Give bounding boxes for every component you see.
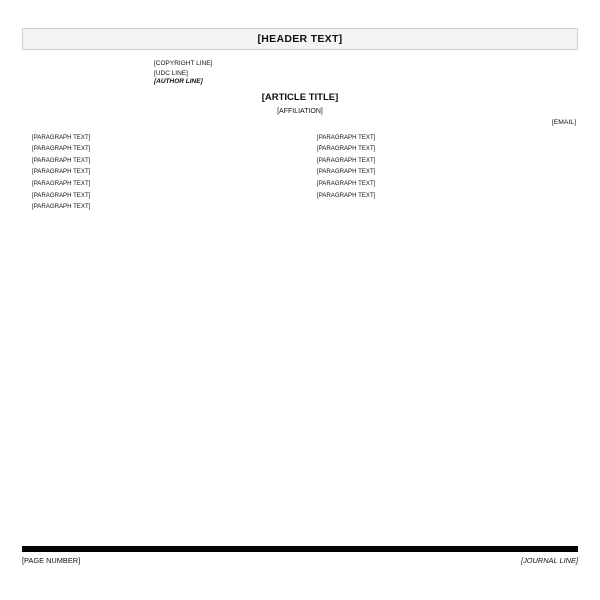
paragraph: [PARAGRAPH TEXT] (32, 168, 91, 176)
copyright-line: [COPYRIGHT LINE] (154, 60, 213, 67)
page-number: [PAGE NUMBER] (22, 555, 81, 565)
paragraph: [PARAGRAPH TEXT] (32, 145, 91, 153)
page-footer (22, 556, 578, 565)
affiliation: [AFFILIATION] (277, 107, 323, 115)
journal-section-header (22, 28, 578, 50)
article-body (22, 134, 578, 536)
column-right (307, 134, 578, 536)
paragraph: [PARAGRAPH TEXT] (317, 168, 376, 176)
journal-footer: [JOURNAL LINE] (521, 555, 578, 565)
paragraph: [PARAGRAPH TEXT] (317, 179, 376, 187)
article-title: [ARTICLE TITLE] (261, 92, 339, 104)
paragraph: [PARAGRAPH TEXT] (317, 191, 376, 199)
paragraph: [PARAGRAPH TEXT] (317, 145, 376, 153)
paragraph: [PARAGRAPH TEXT] (317, 133, 376, 141)
article-meta (154, 60, 578, 86)
author-line: [AUTHOR LINE] (154, 78, 203, 86)
paragraph: [PARAGRAPH TEXT] (32, 133, 91, 141)
email: [EMAIL] (551, 118, 576, 126)
paragraph: [PARAGRAPH TEXT] (32, 156, 91, 164)
paragraph: [PARAGRAPH TEXT] (317, 156, 376, 164)
paragraph: [PARAGRAPH TEXT] (32, 203, 91, 211)
journal-section-title: [HEADER TEXT] (257, 33, 343, 45)
footer-rule (22, 546, 578, 552)
udc-line: [UDC LINE] (154, 70, 188, 78)
paragraph: [PARAGRAPH TEXT] (32, 191, 91, 199)
column-left (22, 134, 293, 536)
paragraph: [PARAGRAPH TEXT] (32, 179, 91, 187)
